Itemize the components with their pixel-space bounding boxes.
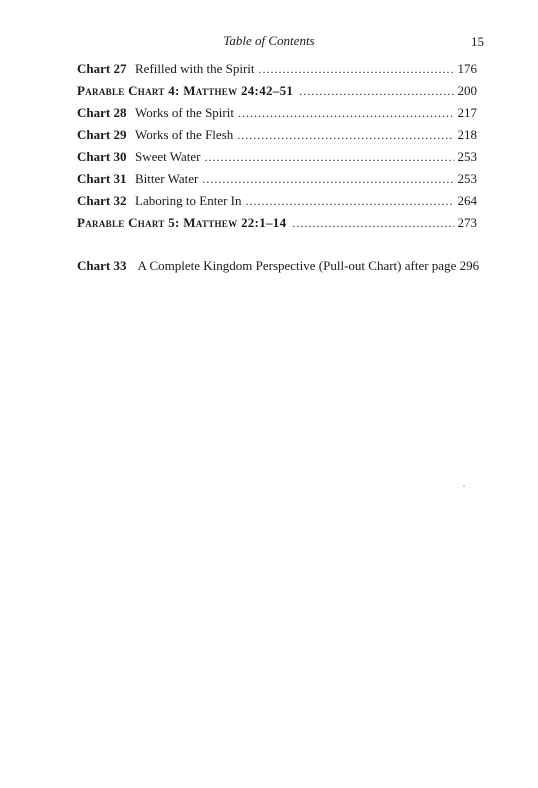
toc-entry-title: Parable Chart 4: Matthew 24:42–51 — [77, 83, 294, 98]
toc-entry-chart-28 — [77, 105, 477, 127]
toc-entry-label: Chart 30 — [77, 149, 127, 164]
dot-leader — [299, 84, 453, 99]
toc-entry-chart-32 — [77, 193, 477, 215]
toc-entry-chart-31 — [77, 171, 477, 193]
dot-leader — [238, 106, 454, 121]
running-head — [0, 33, 538, 53]
dot-leader — [237, 128, 453, 143]
toc-entry-page: 253 — [457, 171, 477, 186]
toc-entry-label: Chart 33 — [77, 258, 127, 273]
toc-entry-parable-chart-4 — [77, 83, 477, 105]
running-title: Table of Contents — [223, 33, 315, 48]
dot-leader — [202, 172, 453, 187]
table-of-contents — [77, 61, 477, 237]
toc-entry-chart-29 — [77, 127, 477, 149]
toc-entry-page: 218 — [457, 127, 477, 142]
toc-entry-page: 176 — [457, 61, 477, 76]
toc-entry-page: 253 — [457, 149, 477, 164]
toc-entry-title: A Complete Kingdom Perspective (Pull-out Chart) after page 296 — [137, 258, 480, 273]
dot-leader — [205, 150, 454, 165]
dot-leader — [259, 62, 454, 77]
toc-entry-label: Chart 32 — [77, 193, 127, 208]
toc-entry-title: Works of the Flesh — [135, 127, 234, 142]
toc-entry-title: Sweet Water — [135, 149, 201, 164]
toc-entry-chart-33 — [77, 258, 497, 274]
toc-entry-title: Refilled with the Spirit — [135, 61, 255, 76]
toc-entry-page: 200 — [457, 83, 477, 98]
toc-entry-page: 273 — [457, 215, 477, 230]
toc-entry-title: Works of the Spirit — [135, 105, 234, 120]
paper-speck — [463, 485, 465, 487]
dot-leader — [246, 194, 454, 209]
toc-entry-title: Bitter Water — [135, 171, 199, 186]
toc-entry-title: Laboring to Enter In — [135, 193, 242, 208]
toc-entry-label: Chart 28 — [77, 105, 127, 120]
toc-entry-label: Chart 31 — [77, 171, 127, 186]
toc-entry-chart-30 — [77, 149, 477, 171]
dot-leader — [292, 216, 453, 231]
toc-entry-label: Chart 27 — [77, 61, 127, 76]
toc-entry-page: 264 — [457, 193, 477, 208]
toc-entry-parable-chart-5 — [77, 215, 477, 237]
page-number: 15 — [471, 34, 484, 49]
toc-entry-label: Chart 29 — [77, 127, 127, 142]
toc-entry-page: 217 — [457, 105, 477, 120]
toc-entry-title: Parable Chart 5: Matthew 22:1–14 — [77, 215, 287, 230]
toc-entry-chart-27 — [77, 61, 477, 83]
